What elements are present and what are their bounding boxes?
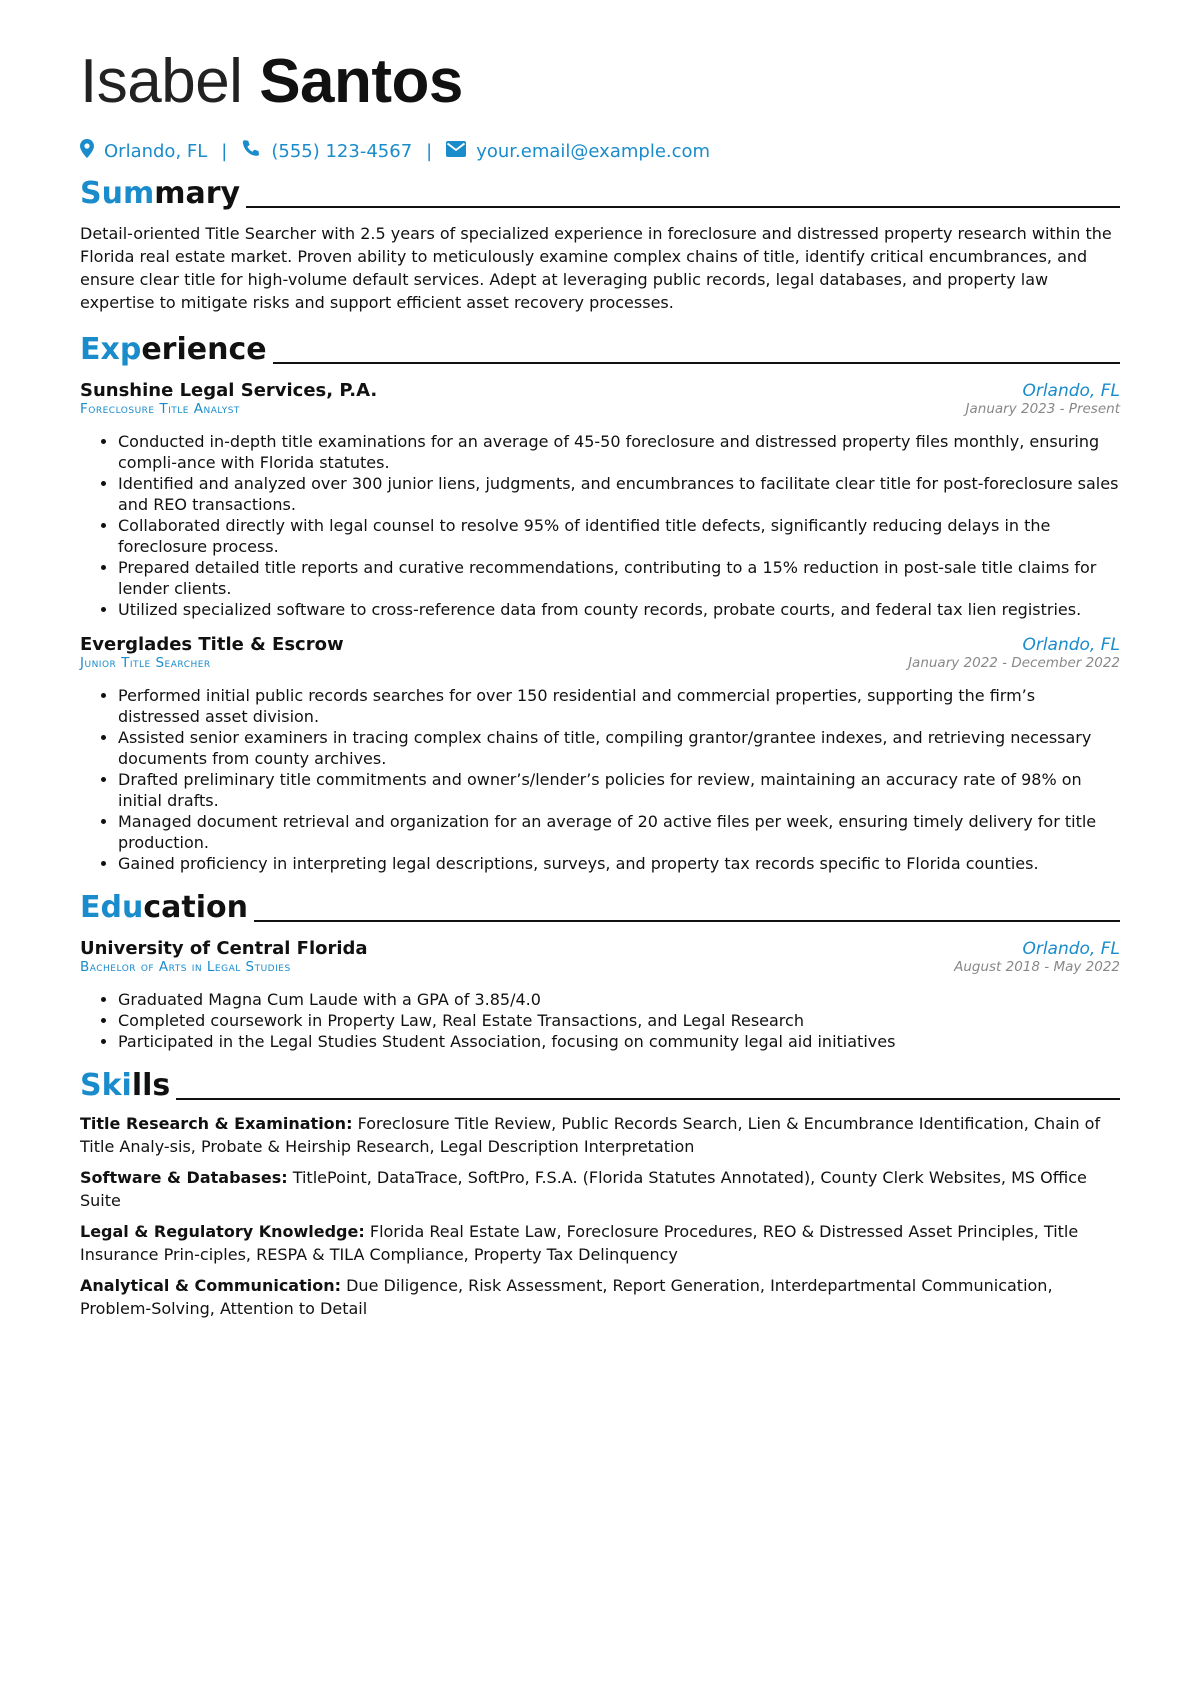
skill-group bbox=[80, 1112, 1120, 1158]
job-dates: January 2023 - Present bbox=[965, 401, 1120, 417]
resume-page bbox=[80, 40, 1120, 1320]
education-dates: August 2018 - May 2022 bbox=[954, 959, 1120, 975]
last-name: Santos bbox=[259, 47, 463, 116]
first-name: Isabel bbox=[80, 47, 243, 116]
skill-group-label: Legal & Regulatory Knowledge: bbox=[80, 1222, 365, 1241]
section-rule bbox=[246, 206, 1120, 208]
summary-heading bbox=[80, 172, 1120, 212]
skill-group bbox=[80, 1274, 1120, 1320]
separator: | bbox=[221, 140, 228, 162]
skills-list bbox=[80, 1112, 1120, 1320]
degree-name: Bachelor of Arts in Legal Studies bbox=[80, 959, 291, 975]
list-item: • Drafted preliminary title commitments and owner’s/lender’s policies for review, maintaining an accuracy rate of 98% on initial drafts. bbox=[118, 769, 1120, 811]
list-item: • Utilized specialized software to cross-reference data from county records, probate courts, and federal tax lien registries. bbox=[118, 599, 1120, 620]
experience-heading bbox=[80, 328, 1120, 368]
job-bullets bbox=[80, 431, 1120, 620]
section-rule bbox=[273, 362, 1120, 364]
phone-icon bbox=[241, 139, 271, 164]
list-item: • Gained proficiency in interpreting legal descriptions, surveys, and property tax records specific to Florida counties. bbox=[118, 853, 1120, 874]
skills-heading bbox=[80, 1064, 1120, 1104]
email-item[interactable] bbox=[446, 141, 710, 162]
section-rule bbox=[176, 1098, 1120, 1100]
employer-name: Everglades Title & Escrow bbox=[80, 634, 344, 655]
envelope-icon bbox=[446, 141, 476, 162]
section-rule bbox=[254, 920, 1120, 922]
education-bullets bbox=[80, 989, 1120, 1052]
skill-group-text: Foreclosure Title Review, Public Records Search, Lien & Encumbrance Identification, Chain of Title Analy-sis, Probate & Heirship Research, Legal Description Interpretation bbox=[80, 1114, 1101, 1156]
list-item: • Completed coursework in Property Law, Real Estate Transactions, and Legal Research bbox=[118, 1010, 1120, 1031]
list-item: • Performed initial public records searches for over 150 residential and commercial properties, supporting the firm’s distressed asset division. bbox=[118, 685, 1120, 727]
skill-group-label: Software & Databases: bbox=[80, 1168, 288, 1187]
section-title: Summary bbox=[80, 176, 241, 211]
phone-text[interactable]: (555) 123-4567 bbox=[271, 140, 413, 162]
summary-text: Detail-oriented Title Searcher with 2.5 years of specialized experience in foreclosure and distressed property research within the Florida real estate market. Proven ability to meticulously examine complex chains of title, identify critical encumbrances, and ensure clear title for high-volume default services. Adept at leveraging public records, legal databases, and property law expertise to mitigate risks and support efficient asset recovery processes. bbox=[80, 224, 1112, 312]
section-title: Experience bbox=[80, 332, 267, 367]
list-item: • Managed document retrieval and organization for an average of 20 active files per week, ensuring timely delivery for title production. bbox=[118, 811, 1120, 853]
skill-group-text: Florida Real Estate Law, Foreclosure Procedures, REO & Distressed Asset Principles, Title Insurance Prin-ciples, RESPA & TILA Compliance, Property Tax Delinquency bbox=[80, 1222, 1079, 1264]
list-item: • Conducted in-depth title examinations for an average of 45-50 foreclosure and distressed property files monthly, ensuring compli-ance with Florida statutes. bbox=[118, 431, 1120, 473]
skill-group-text: Due Diligence, Risk Assessment, Report Generation, Interdepartmental Communication, Problem-Solving, Attention to Detail bbox=[80, 1276, 1053, 1318]
list-item: • Participated in the Legal Studies Student Association, focusing on community legal aid initiatives bbox=[118, 1031, 1120, 1052]
list-item: • Collaborated directly with legal counsel to resolve 95% of identified title defects, significantly reducing delays in the foreclosure process. bbox=[118, 515, 1120, 557]
job-bullets bbox=[80, 685, 1120, 874]
list-item: • Graduated Magna Cum Laude with a GPA of 3.85/4.0 bbox=[118, 989, 1120, 1010]
school-name: University of Central Florida bbox=[80, 938, 368, 959]
list-item: • Identified and analyzed over 300 junior liens, judgments, and encumbrances to facilitate clear title for post-foreclosure sales and REO transactions. bbox=[118, 473, 1120, 515]
job-title: Junior Title Searcher bbox=[80, 655, 211, 671]
skill-group-label: Title Research & Examination: bbox=[80, 1114, 353, 1133]
map-pin-icon bbox=[80, 139, 104, 163]
location-item bbox=[80, 139, 207, 163]
list-item: • Prepared detailed title reports and curative recommendations, contributing to a 15% reduction in post-sale title claims for lender clients. bbox=[118, 557, 1120, 599]
skill-group-text: TitlePoint, DataTrace, SoftPro, F.S.A. (Florida Statutes Annotated), County Clerk Websites, MS Office Suite bbox=[80, 1168, 1087, 1210]
section-title: Skills bbox=[80, 1068, 171, 1103]
candidate-name bbox=[80, 40, 1120, 124]
email-link[interactable]: your.email@example.com bbox=[476, 140, 711, 162]
job-dates: January 2022 - December 2022 bbox=[908, 655, 1120, 671]
skill-group bbox=[80, 1220, 1120, 1266]
list-item: • Assisted senior examiners in tracing complex chains of title, compiling grantor/grantee indexes, and retrieving necessary documents from county archives. bbox=[118, 727, 1120, 769]
skill-group bbox=[80, 1166, 1120, 1212]
employer-name: Sunshine Legal Services, P.A. bbox=[80, 380, 378, 401]
education-heading bbox=[80, 886, 1120, 926]
job-title: Foreclosure Title Analyst bbox=[80, 401, 240, 417]
section-title: Education bbox=[80, 890, 248, 925]
skill-group-label: Analytical & Communication: bbox=[80, 1276, 342, 1295]
education-entry bbox=[80, 938, 1120, 1052]
school-location: Orlando, FL bbox=[1022, 939, 1120, 959]
contact-line bbox=[80, 138, 1120, 164]
location-text: Orlando, FL bbox=[104, 140, 208, 162]
job-entry bbox=[80, 380, 1120, 620]
job-entry bbox=[80, 634, 1120, 874]
separator: | bbox=[426, 140, 433, 162]
phone-item[interactable] bbox=[241, 139, 412, 164]
job-location: Orlando, FL bbox=[1022, 635, 1120, 655]
job-location: Orlando, FL bbox=[1022, 381, 1120, 401]
